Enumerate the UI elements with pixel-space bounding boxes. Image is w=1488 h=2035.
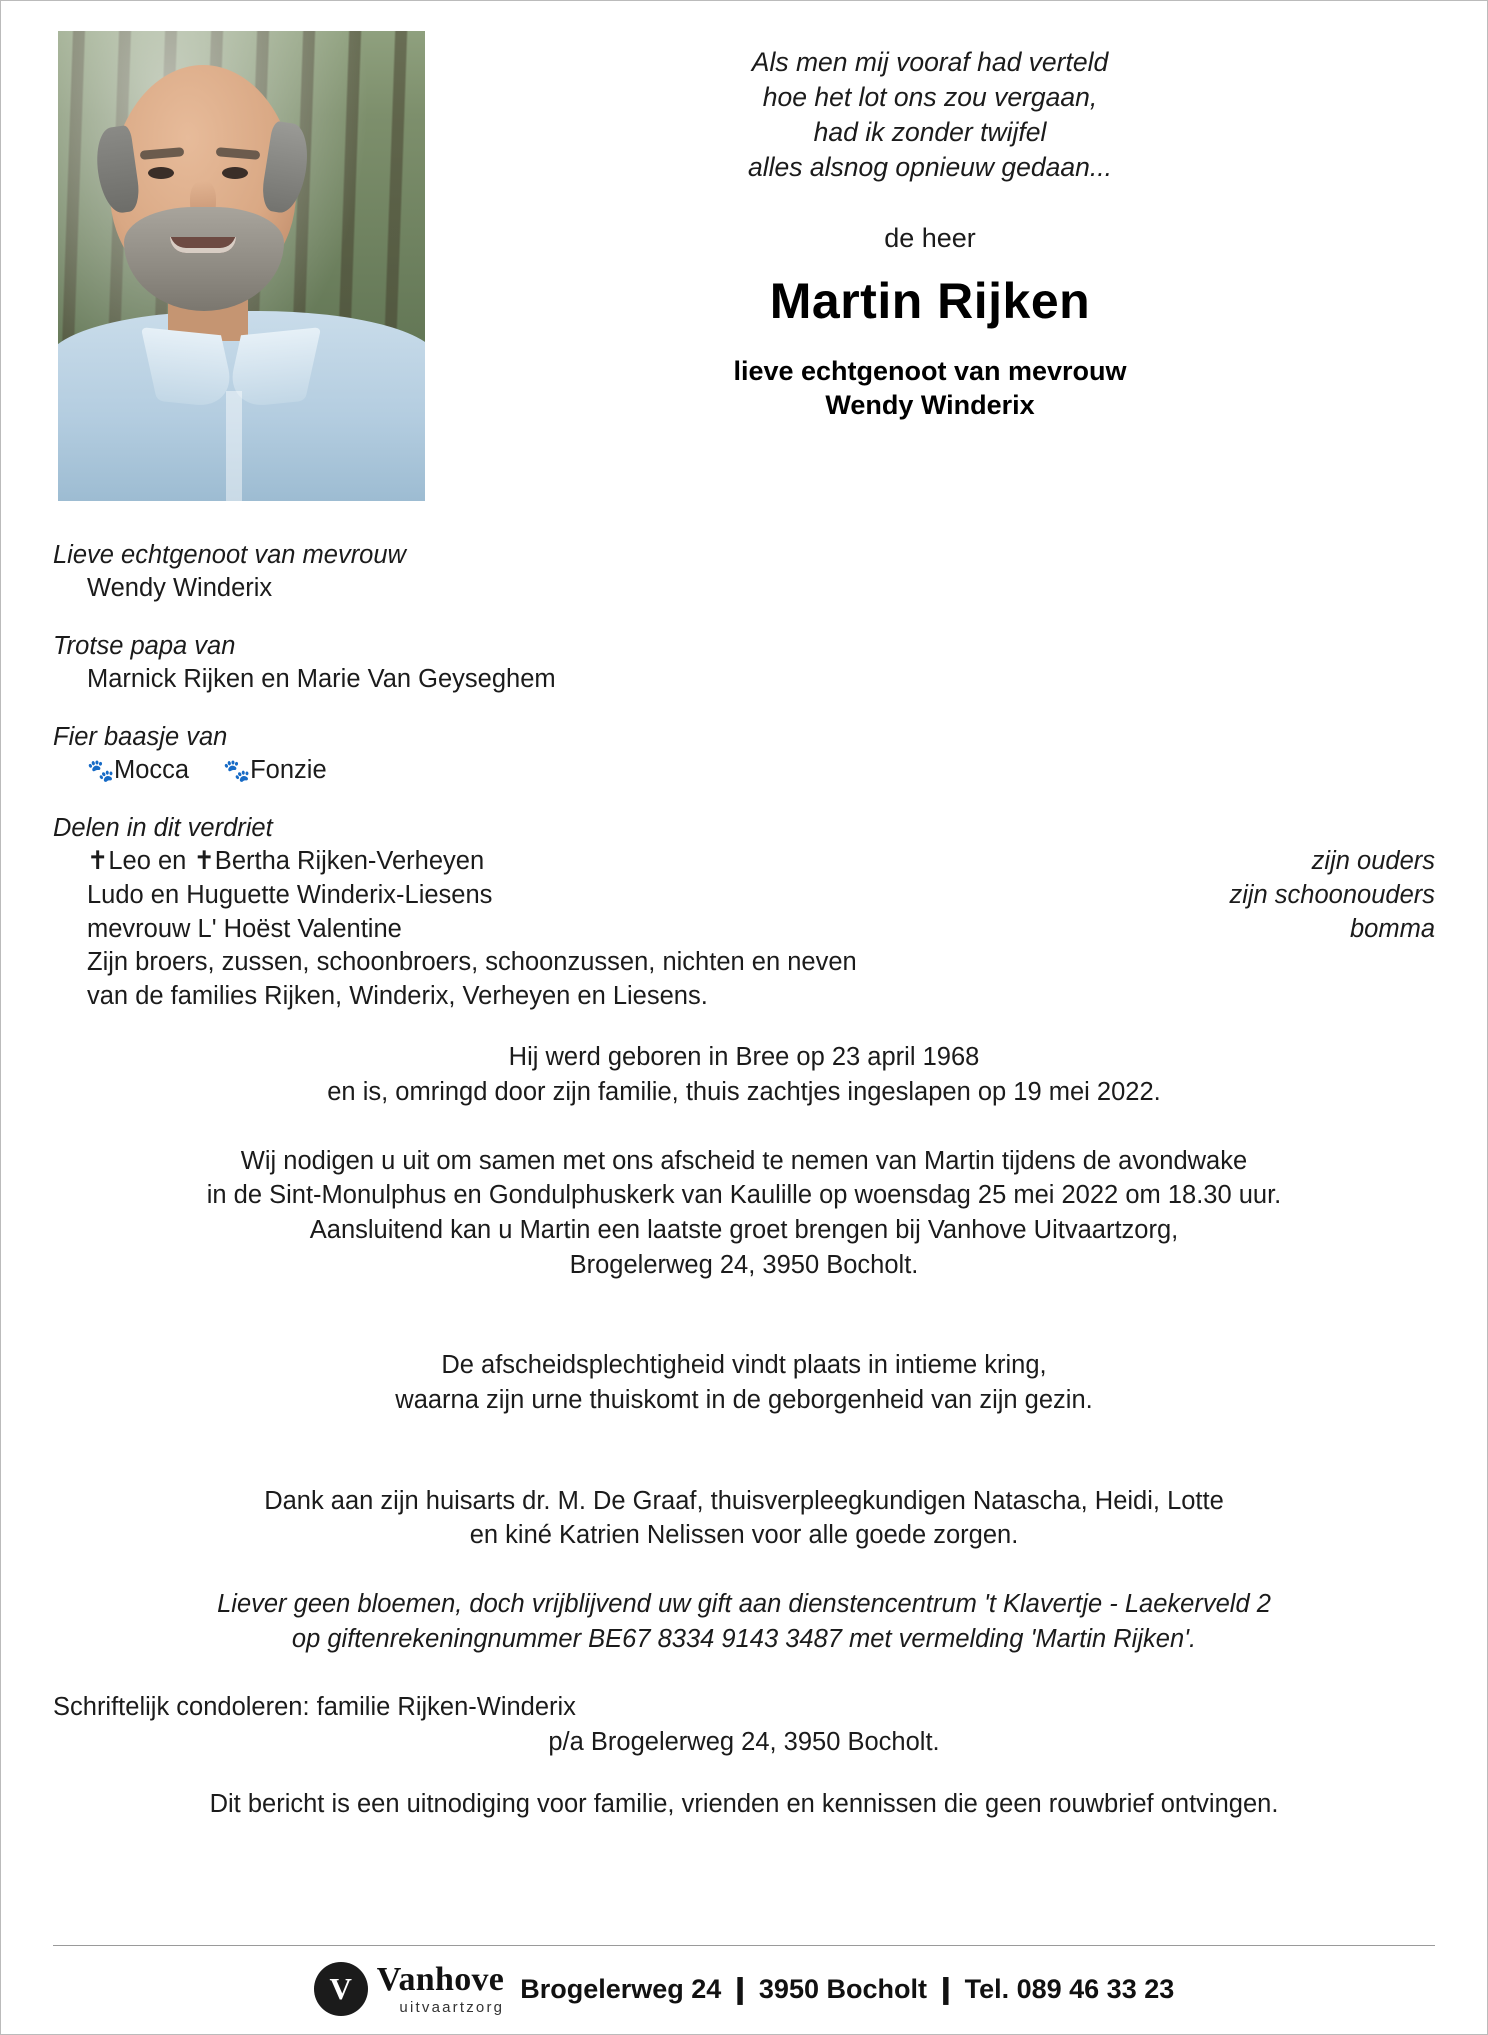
family-group-children [53, 632, 1435, 697]
photo-mouth [170, 237, 236, 253]
poem-line: hoe het lot ons zou vergaan, [762, 81, 1098, 112]
family-group-heading: Lieve echtgenoot van mevrouw [53, 541, 406, 569]
thanks-line: en kiné Katrien Nelissen voor alle goede zorgen. [469, 1521, 1019, 1550]
family-group-spouse [53, 541, 1435, 606]
page-content [1, 1, 1487, 1819]
birth-death-line: Hij werd geboren in Bree op 23 april 1968 [508, 1043, 980, 1072]
poem-line: had ik zonder twijfel [813, 116, 1047, 147]
condolences-line: p/a Brogelerweg 24, 3950 Bocholt. [548, 1727, 940, 1756]
spouse-intro: lieve echtgenoot van mevrouw [733, 355, 1127, 386]
family-group-heading: Delen in dit verdriet [53, 813, 273, 842]
thanks-line: Dank aan zijn huisarts dr. M. De Graaf, thuisverpleegkundigen Natascha, Heidi, Lotte [264, 1486, 1224, 1515]
mourner-role: bomma [1349, 914, 1435, 943]
mourner-name: ✝Leo en ✝Bertha Rijken-Verheyen [87, 846, 485, 875]
invitation-line: Aansluitend kan u Martin een laatste groet brengen bij Vanhove Uitvaartzorg, [309, 1215, 1179, 1244]
paw-icon: 🐾 [87, 757, 115, 783]
condolences-line: Schriftelijk condoleren: familie Rijken-Winderix [53, 1693, 576, 1722]
condolences-block [53, 1690, 1435, 1759]
mourner-extra-line: Zijn broers, zussen, schoonbroers, schoonzussen, nichten en neven [87, 948, 857, 977]
mourner-row [53, 845, 1435, 879]
invitation-block [53, 1144, 1435, 1283]
honorific: de heer [884, 222, 976, 253]
deceased-name: Martin Rijken [769, 272, 1091, 329]
donation-block [53, 1587, 1435, 1656]
donation-line: op giftenrekeningnummer BE67 8334 9143 3487 met vermelding 'Martin Rijken'. [291, 1624, 1197, 1653]
photo-eye-right [222, 167, 248, 179]
poem-line: Als men mij vooraf had verteld [751, 47, 1109, 77]
logo-text [377, 1963, 504, 2015]
invitation-line: Wij nodigen u uit om samen met ons afscheid te nemen van Martin tijdens de avondwake [240, 1146, 1248, 1175]
family-group-pets [53, 723, 1435, 788]
invitation-line: Brogelerweg 24, 3950 Bocholt. [569, 1250, 919, 1279]
pet-name: Mocca [114, 755, 190, 784]
family-group-line: Wendy Winderix [87, 574, 273, 602]
invitation-line: in de Sint-Monulphus en Gondulphuskerk van Kaulille op woensdag 25 mei 2022 om 18.30 uur. [206, 1181, 1282, 1210]
vanhove-logo [314, 1962, 504, 2016]
header-section [53, 31, 1435, 501]
thanks-block [53, 1484, 1435, 1553]
portrait-container [53, 31, 425, 501]
footer [53, 1945, 1435, 2016]
mourner-name: mevrouw L' Hoëst Valentine [87, 914, 402, 943]
birth-death-block [53, 1040, 1435, 1109]
mourner-role: zijn ouders [1311, 846, 1435, 875]
pet-name: Fonzie [250, 755, 327, 784]
mourner-name: Ludo en Huguette Winderix-Liesens [87, 880, 493, 909]
mourner-extra-line: van de families Rijken, Winderix, Verheyen en Liesens. [87, 982, 708, 1011]
headline-block [425, 31, 1435, 423]
paw-icon: 🐾 [223, 757, 251, 783]
ceremony-line: waarna zijn urne thuiskomt in de geborgenheid van zijn gezin. [395, 1385, 1093, 1414]
ceremony-block [53, 1348, 1435, 1417]
pet-item [87, 756, 189, 784]
family-group-mourners [53, 814, 1435, 1015]
poem [425, 45, 1435, 185]
pet-list [53, 754, 1435, 788]
spouse-block [425, 354, 1435, 423]
footer-address: Brogelerweg 24 ❙ 3950 Bocholt ❙ Tel. 089 46 33 23 [520, 1973, 1175, 2004]
mourner-row [53, 879, 1435, 913]
birth-death-line: en is, omringd door zijn familie, thuis zachtjes ingeslapen op 19 mei 2022. [327, 1077, 1161, 1106]
logo-tagline: uitvaartzorg [399, 1999, 505, 2016]
pet-item [223, 756, 327, 784]
photo-placket [226, 391, 242, 501]
ceremony-line: De afscheidsplechtigheid vindt plaats in intieme kring, [441, 1351, 1047, 1380]
notice-line: Dit bericht is een uitnodiging voor familie, vrienden en kennissen die geen rouwbrief ontvingen. [209, 1789, 1279, 1818]
family-group-heading: Fier baasje van [53, 722, 228, 751]
family-group-line: Marnick Rijken en Marie Van Geyseghem [87, 664, 556, 693]
spouse-name: Wendy Winderix [825, 390, 1035, 421]
family-section [53, 541, 1435, 1014]
photo-eye-left [148, 167, 174, 179]
family-group-heading: Trotse papa van [53, 631, 236, 660]
poem-line: alles alsnog opnieuw gedaan... [748, 151, 1112, 182]
logo-company-name: Vanhove [376, 1961, 505, 1998]
portrait-photo [58, 31, 425, 501]
logo-circle-icon: V [314, 1962, 368, 2016]
donation-line: Liever geen bloemen, doch vrijblijvend uw gift aan dienstencentrum 't Klavertje - Laekerveld 2 [217, 1589, 1271, 1618]
mourner-row [53, 913, 1435, 947]
mourner-role: zijn schoonouders [1229, 880, 1435, 909]
